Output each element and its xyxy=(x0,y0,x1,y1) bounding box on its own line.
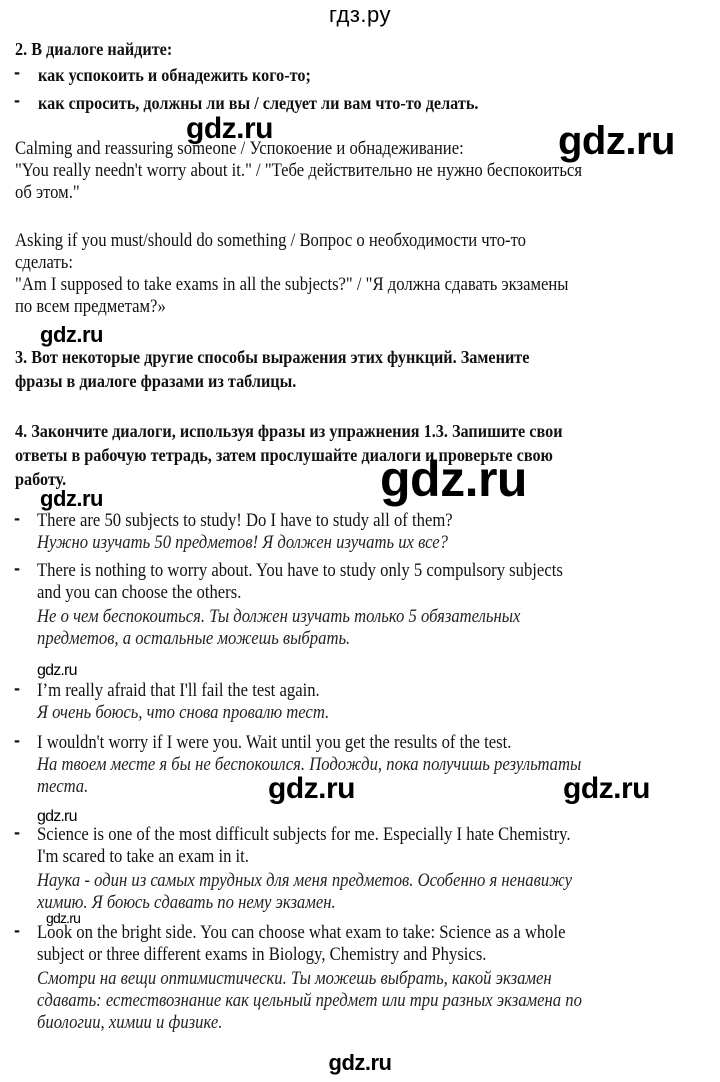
watermark: gdz.ru xyxy=(558,119,675,163)
asking-label-line2: сделать: xyxy=(15,253,74,273)
watermark: gdz.ru xyxy=(380,451,527,507)
dialogue-6-en-1: Look on the bright side. You can choose what exam to take: Science as a whole xyxy=(37,923,566,943)
watermark: gdz.ru xyxy=(268,772,355,805)
dialogue-1-ru: Нужно изучать 50 предметов! Я должен изучать их все? xyxy=(37,533,448,553)
bullet-dash: - xyxy=(14,62,20,82)
dialogue-4-en: I wouldn't worry if I were you. Wait until you get the results of the test. xyxy=(37,733,512,753)
task3-line1: 3. Вот некоторые другие способы выражения этих функций. Замените xyxy=(15,347,530,367)
site-title: гдз.ру xyxy=(328,2,392,27)
asking-quote-line2: по всем предметам?» xyxy=(15,297,166,317)
calming-label: Calming and reassuring someone / Успокоение и обнадеживание: xyxy=(15,139,464,159)
dialogue-1-en: There are 50 subjects to study! Do I have to study all of them? xyxy=(37,511,453,531)
dialogue-3-ru: Я очень боюсь, что снова провалю тест. xyxy=(37,703,330,723)
bullet-dash: - xyxy=(14,822,20,842)
calming-quote-line2: об этом." xyxy=(15,183,80,203)
task4-line2: ответы в рабочую тетрадь, затем прослушайте диалоги и проверьте свою xyxy=(15,445,553,465)
dialogue-2-ru-1: Не о чем беспокоиться. Ты должен изучать только 5 обязательных xyxy=(37,607,521,627)
dialogue-3-en: I’m really afraid that I'll fail the test again. xyxy=(37,681,320,701)
watermark: gdz.ru xyxy=(37,662,77,679)
asking-quote-line1: "Am I supposed to take exams in all the subjects?" / "Я должна сдавать экзамены xyxy=(15,275,569,295)
dialogue-6-en-2: subject or three different exams in Biology, Chemistry and Physics. xyxy=(37,945,487,965)
watermark: gdz.ru xyxy=(563,772,650,805)
bullet-dash: - xyxy=(14,508,20,528)
watermark: gdz.ru xyxy=(40,486,103,511)
dialogue-4-ru-1: На твоем месте я бы не беспокоился. Подожди, пока получишь результаты xyxy=(37,755,582,775)
footer-watermark: gdz.ru xyxy=(328,1050,392,1075)
dialogue-2-ru-2: предметов, а остальные можешь выбрать. xyxy=(37,629,351,649)
dialogue-5-en-1: Science is one of the most difficult subjects for me. Especially I hate Chemistry. xyxy=(37,825,571,845)
bullet-dash: - xyxy=(14,730,20,750)
task4-line1: 4. Закончите диалоги, используя фразы из упражнения 1.3. Запишите свои xyxy=(15,421,563,441)
dialogue-2-en-2: and you can choose the others. xyxy=(37,583,242,603)
watermark: gdz.ru xyxy=(37,808,77,825)
task4-line3: работу. xyxy=(15,469,67,489)
dialogue-6-ru-2: сдавать: естествознание как цельный предмет или три разных экзамена по xyxy=(37,991,582,1011)
dialogue-5-ru-2: химию. Я боюсь сдавать по нему экзамен. xyxy=(37,893,336,913)
dialogue-6-ru-1: Смотри на вещи оптимистически. Ты можешь выбрать, какой экзамен xyxy=(37,969,552,989)
watermark: gdz.ru xyxy=(186,112,273,145)
dialogue-6-ru-3: биологии, химии и физике. xyxy=(37,1013,223,1033)
task2-bullet-2: как спросить, должны ли вы / следует ли вам что-то делать. xyxy=(38,93,479,113)
bullet-dash: - xyxy=(14,920,20,940)
dialogue-5-en-2: I'm scared to take an exam in it. xyxy=(37,847,249,867)
task2-bullet-1: как успокоить и обнадежить кого-то; xyxy=(38,65,311,85)
bullet-dash: - xyxy=(14,678,20,698)
task3-line2: фразы в диалоге фразами из таблицы. xyxy=(15,371,297,391)
dialogue-2-en-1: There is nothing to worry about. You have to study only 5 compulsory subjects xyxy=(37,561,563,581)
dialogue-4-ru-2: теста. xyxy=(37,777,89,797)
asking-label-line1: Asking if you must/should do something / Вопрос о необходимости что-то xyxy=(15,231,526,251)
bullet-dash: - xyxy=(14,558,20,578)
watermark: gdz.ru xyxy=(46,910,81,926)
task2-heading: 2. В диалоге найдите: xyxy=(15,39,173,59)
calming-quote-line1: "You really needn't worry about it." / "Тебе действительно не нужно беспокоиться xyxy=(15,161,582,181)
dialogue-5-ru-1: Наука - один из самых трудных для меня предметов. Особенно я ненавижу xyxy=(37,871,573,891)
bullet-dash: - xyxy=(14,90,20,110)
watermark: gdz.ru xyxy=(40,322,103,347)
